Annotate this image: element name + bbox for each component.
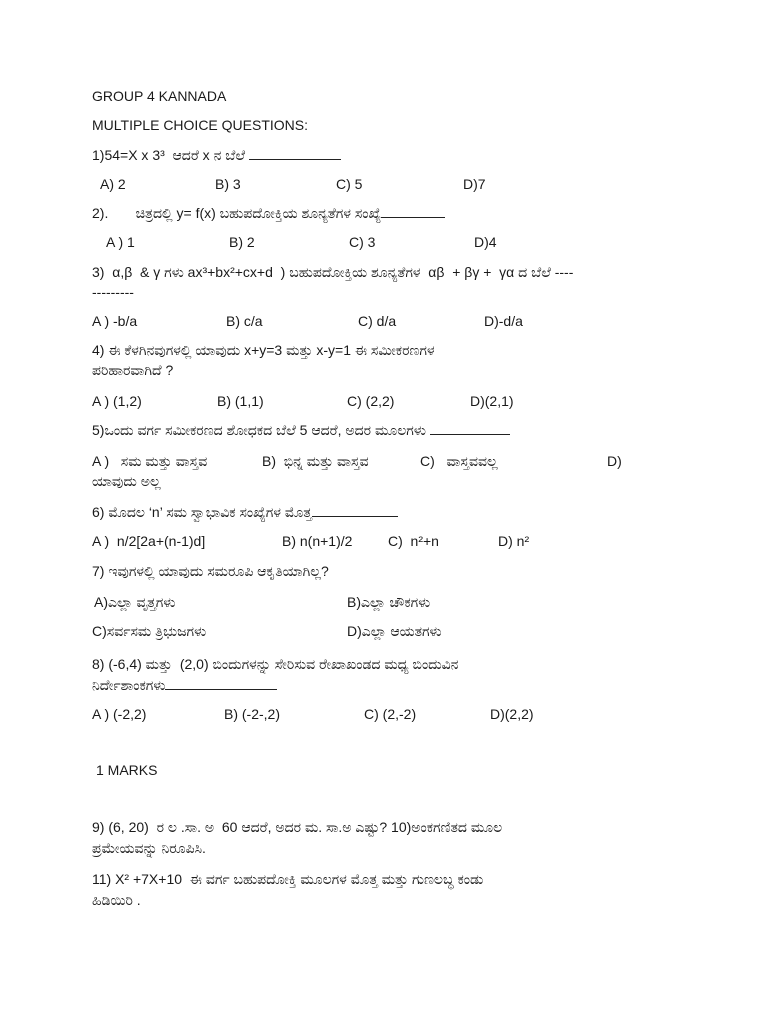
q5-option-d-text: ಯಾವುದು ಅಲ್ಲ xyxy=(92,473,161,489)
q7-option-b: B)ಎಲ್ಲಾ ಚೌಕಗಳು xyxy=(347,594,431,610)
q6-option-d: D) n² xyxy=(498,533,530,549)
question-7: 7) ಇವುಗಳಲ್ಲಿ ಯಾವುದು ಸಮರೂಪಿ ಆಕೃತಿಯಾಗಿಲ್ಲ? xyxy=(92,563,329,579)
question-2: 2). ಚಿತ್ರದಲ್ಲಿ y= f(x) ಬಹುಪದೋಕ್ತಿಯ ಶೂನ್ಯತೆಗಳ ಸಂಖ್ಯೆ xyxy=(92,203,445,223)
question-9-10-line-2: ಪ್ರಮೇಯವನ್ನು ನಿರೂಪಿಸಿ. xyxy=(92,840,206,856)
q5-option-d-prefix: D) xyxy=(607,453,622,469)
group-title: GROUP 4 KANNADA xyxy=(92,88,227,104)
q6-option-c: C) n²+n xyxy=(388,533,439,549)
q4-option-c: C) (2,2) xyxy=(347,393,395,409)
q2-option-c: C) 3 xyxy=(349,234,376,250)
q8-option-a: A ) (-2,2) xyxy=(92,706,147,722)
q1-option-d: D)7 xyxy=(463,176,486,192)
q2-option-d: D)4 xyxy=(474,234,497,250)
question-4-line-2: ಪರಿಹಾರವಾಗಿದೆ ? xyxy=(92,362,174,378)
q1-option-a: A) 2 xyxy=(100,176,126,192)
q4-option-a: A ) (1,2) xyxy=(92,393,142,409)
question-3-line-1: 3) α,β & γ ಗಳು ax³+bx²+cx+d ) ಬಹುಪದೋಕ್ತಿಯ ಶೂನ್ಯತೆಗಳ αβ + βγ + γα ದ ಬೆಲೆ ---- xyxy=(92,264,574,280)
q8-option-d: D)(2,2) xyxy=(490,706,534,722)
q5-option-c: C) ವಾಸ್ತವವಲ್ಲ xyxy=(420,453,498,469)
question-11-line-2: ಹಿಡಿಯಿರಿ . xyxy=(92,892,141,908)
question-6: 6) ಮೊದಲ ‘n’ ಸಮ ಸ್ವಾಭಾವಿಕ ಸಂಖ್ಯೆಗಳ ಮೊತ್ತ xyxy=(92,502,398,522)
question-5: 5)ಒಂದು ವರ್ಗ ಸಮೀಕರಣದ ಶೋಧಕದ ಬೆಲೆ 5 ಆದರೆ, ಅದರ ಮೂಲಗಳು xyxy=(92,420,510,440)
question-3-line-2: --------- xyxy=(92,284,134,300)
q1-option-b: B) 3 xyxy=(215,176,241,192)
q5-option-b: B) ಭಿನ್ನ ಮತ್ತು ವಾಸ್ತವ xyxy=(262,453,369,469)
q3-option-a: A ) -b/a xyxy=(92,313,138,329)
q8-option-c: C) (2,-2) xyxy=(364,706,417,722)
q1-option-c: C) 5 xyxy=(336,176,363,192)
question-1: 1)54=X x 3³ ಆದರೆ x ನ ಬೆಲೆ xyxy=(92,145,341,165)
q4-option-d: D)(2,1) xyxy=(470,393,514,409)
section-title: MULTIPLE CHOICE QUESTIONS: xyxy=(92,117,308,133)
q3-option-b: B) c/a xyxy=(226,313,263,329)
question-8-line-1: 8) (-6,4) ಮತ್ತು (2,0) ಬಿಂದುಗಳನ್ನು ಸೇರಿಸುವ ರೇಖಾಖಂಡದ ಮಧ್ಯ ಬಿಂದುವಿನ xyxy=(92,656,459,672)
q2-option-b: B) 2 xyxy=(229,234,255,250)
marks-heading: 1 MARKS xyxy=(96,762,158,778)
q2-option-a: A ) 1 xyxy=(106,234,135,250)
question-4-line-1: 4) ಈ ಕೆಳಗಿನವುಗಳಲ್ಲಿ ಯಾವುದು x+y=3 ಮತ್ತು x-y=1 ಈ ಸಮೀಕರಣಗಳ xyxy=(92,342,435,358)
q7-option-c: C)ಸರ್ವಸಮ ತ್ರಿಭುಜಗಳು xyxy=(92,623,207,639)
q3-option-c: C) d/a xyxy=(358,313,397,329)
q8-option-b: B) (-2-,2) xyxy=(224,706,280,722)
q6-option-b: B) n(n+1)/2 xyxy=(282,533,353,549)
q6-option-a: A ) n/2[2a+(n-1)d] xyxy=(92,533,206,549)
q7-option-d: D)ಎಲ್ಲಾ ಆಯತಗಳು xyxy=(347,623,442,639)
q5-option-a: A ) ಸಮ ಮತ್ತು ವಾಸ್ತವ xyxy=(92,453,208,469)
question-11-line-1: 11) X² +7X+10 ಈ ವರ್ಗ ಬಹುಪದೋಕ್ತಿ ಮೂಲಗಳ ಮೊತ್ತ ಮತ್ತು ಗುಣಲಬ್ಧ ಕಂಡು xyxy=(92,871,484,887)
q4-option-b: B) (1,1) xyxy=(217,393,264,409)
q7-option-a: A)ಎಲ್ಲಾ ವೃತ್ತಗಳು xyxy=(94,594,176,610)
q3-option-d: D)-d/a xyxy=(484,313,523,329)
question-8-line-2: ನಿರ್ದೇಶಾಂಕಗಳು xyxy=(92,675,277,695)
question-9-10-line-1: 9) (6, 20) ರ ಲ .ಸಾ. ಅ 60 ಆದರೆ, ಅದರ ಮ. ಸಾ.ಅ ಎಷ್ಟು? 10)ಅಂಕಗಣಿತದ ಮೂಲ xyxy=(92,819,503,835)
